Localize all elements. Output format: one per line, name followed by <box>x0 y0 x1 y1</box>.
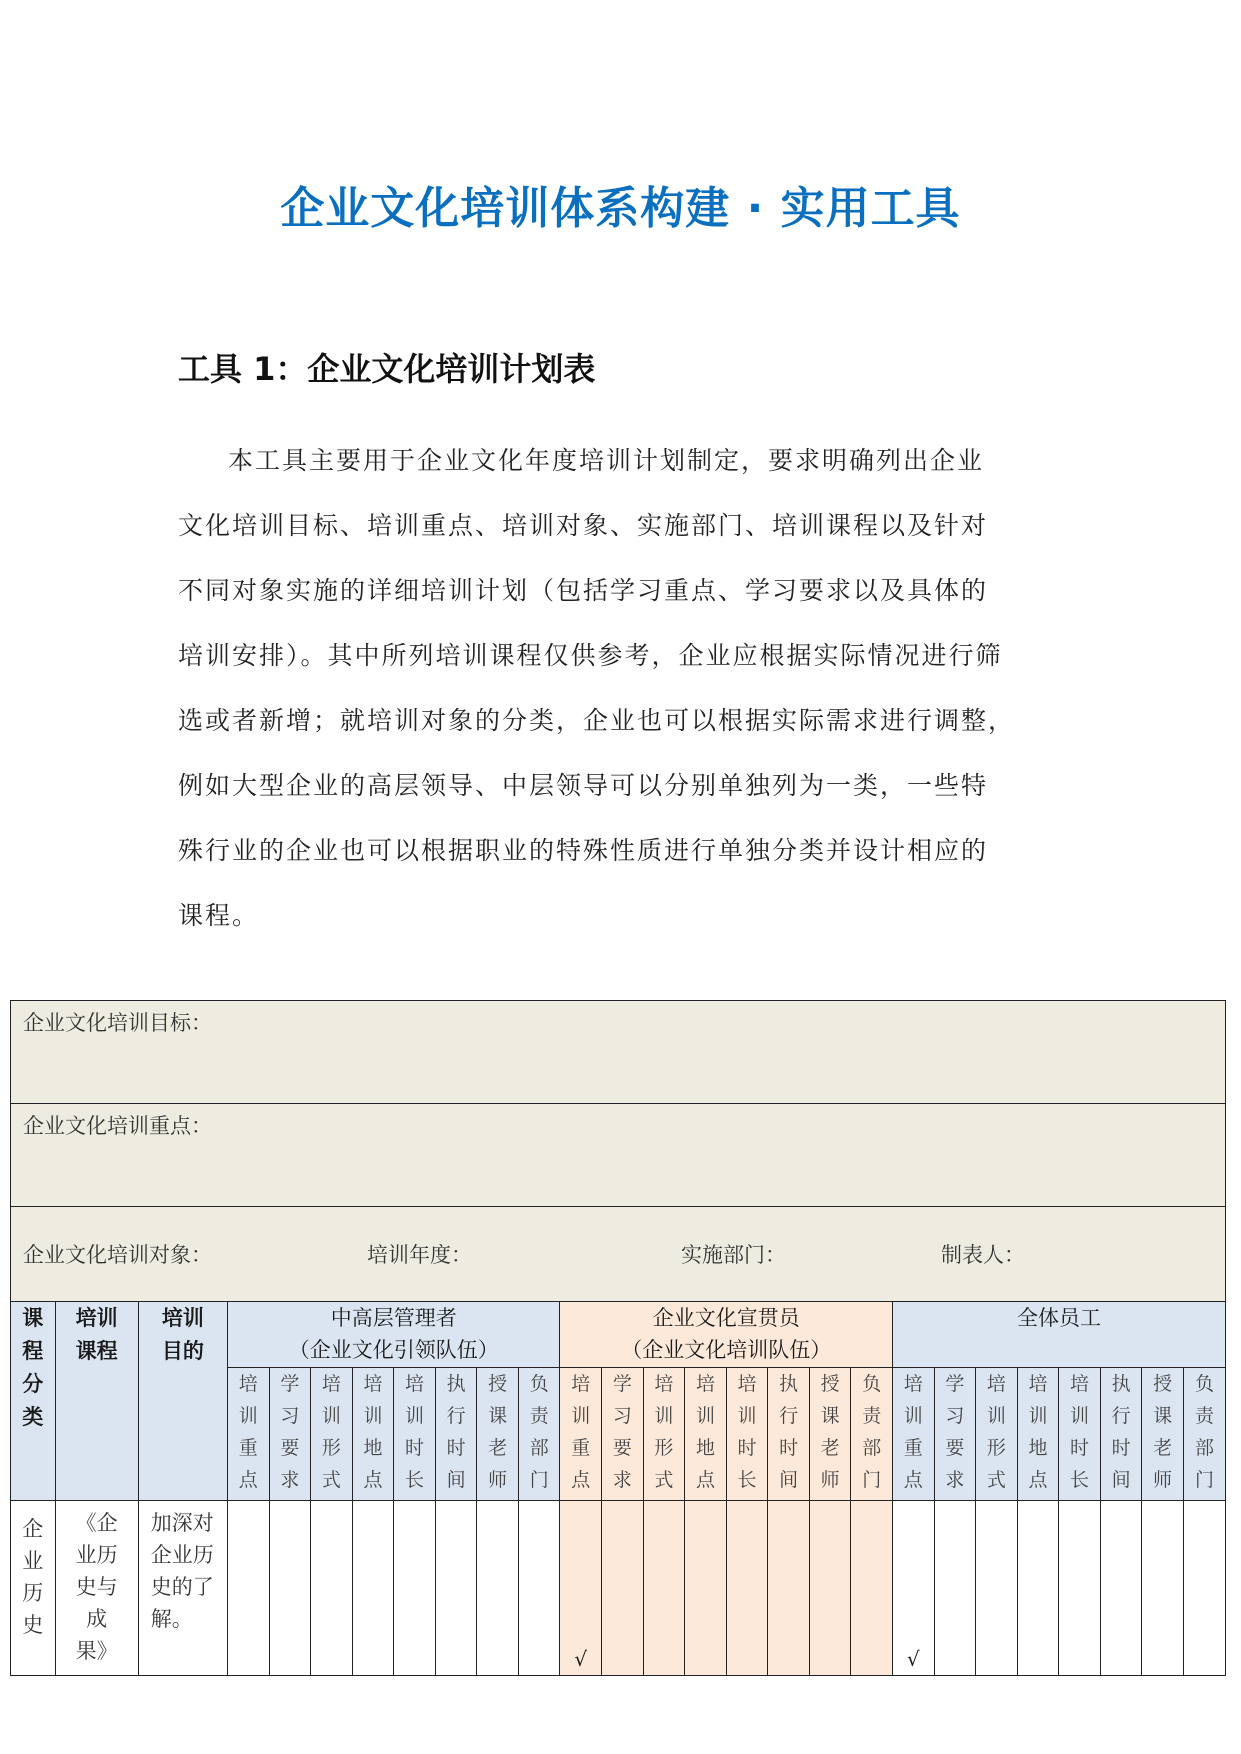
sub-header-promoters-4: 培 训 时 长 <box>726 1368 768 1501</box>
sub-header-all-staff-4: 培 训 时 长 <box>1059 1368 1101 1501</box>
cell-all-staff-7[interactable] <box>1183 1501 1225 1676</box>
section-heading: 工具 1：企业文化培训计划表 <box>178 350 596 388</box>
sub-header-promoters-3: 培 训 地 点 <box>685 1368 727 1501</box>
sub-header-managers-2: 培 训 形 式 <box>311 1368 353 1501</box>
cell-managers-7[interactable] <box>518 1501 560 1676</box>
group-header-all-staff: 全体员工 <box>892 1302 1225 1368</box>
sub-header-promoters-1: 学 习 要 求 <box>602 1368 644 1501</box>
implementing-dept-label: 实施部门： <box>681 1243 786 1267</box>
document-title: 企业文化培训体系构建 · 实用工具 <box>280 183 961 234</box>
table-row <box>11 1501 1226 1676</box>
training-meta-row <box>11 1207 1226 1302</box>
sub-header-promoters-7: 负 责 部 门 <box>851 1368 893 1501</box>
cell-promoters-0[interactable]: √ <box>560 1501 602 1676</box>
cell-promoters-6[interactable] <box>809 1501 851 1676</box>
cell-promoters-2[interactable] <box>643 1501 685 1676</box>
row-course: 《企 业历 史与 成 果》 <box>55 1501 138 1676</box>
sub-header-managers-6: 授 课 老 师 <box>477 1368 519 1501</box>
form-maker-label: 制表人： <box>941 1243 1025 1267</box>
sub-header-promoters-6: 授 课 老 师 <box>809 1368 851 1501</box>
cell-all-staff-0[interactable]: √ <box>892 1501 934 1676</box>
sub-header-promoters-5: 执 行 时 间 <box>768 1368 810 1501</box>
cell-managers-0[interactable] <box>227 1501 269 1676</box>
intro-line: 例如大型企业的高层领导、中层领导可以分别单独列为一类，一些特 <box>178 771 989 800</box>
category-header-text: 课 程 分 类 <box>22 1306 44 1429</box>
intro-paragraph <box>178 428 1082 948</box>
training-target-label: 企业文化培训对象： <box>23 1243 212 1267</box>
cell-managers-2[interactable] <box>311 1501 353 1676</box>
cell-managers-4[interactable] <box>394 1501 436 1676</box>
cell-all-staff-4[interactable] <box>1059 1501 1101 1676</box>
course-header: 培训 课程 <box>55 1302 138 1501</box>
intro-line: 文化培训目标、培训重点、培训对象、实施部门、培训课程以及针对 <box>178 511 989 540</box>
sub-header-managers-7: 负 责 部 门 <box>518 1368 560 1501</box>
cell-promoters-1[interactable] <box>602 1501 644 1676</box>
row-category: 企 业 历 史 <box>11 1501 56 1676</box>
sub-header-managers-4: 培 训 时 长 <box>394 1368 436 1501</box>
cell-promoters-7[interactable] <box>851 1501 893 1676</box>
cell-all-staff-6[interactable] <box>1142 1501 1184 1676</box>
row-purpose: 加深对 企业历 史的了 解。 <box>138 1501 227 1676</box>
sub-header-promoters-0: 培 训 重 点 <box>560 1368 602 1501</box>
cell-all-staff-2[interactable] <box>976 1501 1018 1676</box>
cell-managers-5[interactable] <box>435 1501 477 1676</box>
cell-all-staff-5[interactable] <box>1100 1501 1142 1676</box>
training-focus-field[interactable]: 企业文化培训重点： <box>11 1104 1226 1207</box>
sub-header-all-staff-7: 负 责 部 门 <box>1183 1368 1225 1501</box>
cell-all-staff-3[interactable] <box>1017 1501 1059 1676</box>
cell-all-staff-1[interactable] <box>934 1501 976 1676</box>
sub-header-managers-5: 执 行 时 间 <box>435 1368 477 1501</box>
sub-header-all-staff-2: 培 训 形 式 <box>976 1368 1018 1501</box>
cell-promoters-5[interactable] <box>768 1501 810 1676</box>
sub-header-promoters-2: 培 训 形 式 <box>643 1368 685 1501</box>
training-goal-field[interactable]: 企业文化培训目标： <box>11 1001 1226 1104</box>
training-year-label: 培训年度： <box>367 1243 472 1267</box>
group-header-promoters: 企业文化宣贯员 （企业文化培训队伍） <box>560 1302 893 1368</box>
intro-line: 选或者新增；就培训对象的分类，企业也可以根据实际需求进行调整， <box>178 706 1016 735</box>
training-plan-table <box>10 1000 1226 1676</box>
sub-header-all-staff-5: 执 行 时 间 <box>1100 1368 1142 1501</box>
sub-header-managers-0: 培 训 重 点 <box>227 1368 269 1501</box>
intro-line: 不同对象实施的详细培训计划（包括学习重点、学习要求以及具体的 <box>178 576 989 605</box>
cell-managers-3[interactable] <box>352 1501 394 1676</box>
cell-managers-6[interactable] <box>477 1501 519 1676</box>
intro-line: 培训安排）。其中所列培训课程仅供参考，企业应根据实际情况进行筛 <box>178 641 1003 670</box>
sub-header-managers-1: 学 习 要 求 <box>269 1368 311 1501</box>
sub-header-managers-3: 培 训 地 点 <box>352 1368 394 1501</box>
sub-header-all-staff-3: 培 训 地 点 <box>1017 1368 1059 1501</box>
sub-header-all-staff-6: 授 课 老 师 <box>1142 1368 1184 1501</box>
category-header <box>11 1302 56 1501</box>
purpose-header: 培训 目的 <box>138 1302 227 1501</box>
cell-promoters-3[interactable] <box>685 1501 727 1676</box>
sub-header-all-staff-0: 培 训 重 点 <box>892 1368 934 1501</box>
cell-promoters-4[interactable] <box>726 1501 768 1676</box>
intro-line: 本工具主要用于企业文化年度培训计划制定，要求明确列出企业 <box>228 446 985 475</box>
intro-line: 殊行业的企业也可以根据职业的特殊性质进行单独分类并设计相应的 <box>178 836 989 865</box>
sub-header-all-staff-1: 学 习 要 求 <box>934 1368 976 1501</box>
group-header-managers: 中高层管理者 （企业文化引领队伍） <box>227 1302 560 1368</box>
cell-managers-1[interactable] <box>269 1501 311 1676</box>
intro-line: 课程。 <box>178 901 260 930</box>
